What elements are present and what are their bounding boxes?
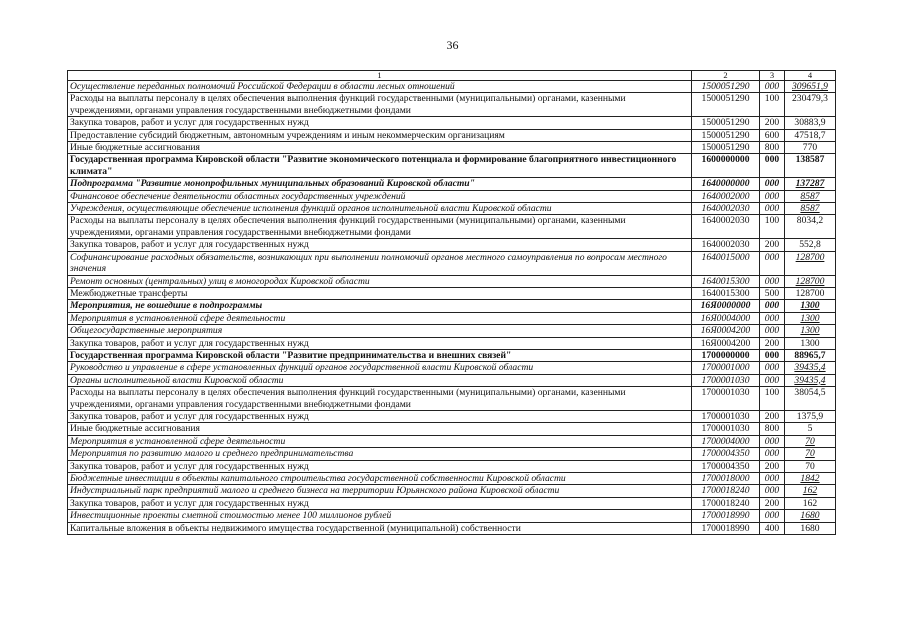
table-row (68, 117, 836, 129)
column-header-kind: 3 (760, 71, 785, 81)
cell-sum: 128700 (785, 251, 836, 275)
cell-sum: 128700 (785, 275, 836, 287)
cell-code: 1700018990 (692, 522, 760, 534)
cell-code: 1640000000 (692, 178, 760, 190)
cell-name: Государственная программа Кировской области "Развитие предпринимательства и внешних связей" (68, 349, 692, 361)
table-row (68, 362, 836, 374)
cell-sum: 70 (785, 460, 836, 472)
cell-name: Государственная программа Кировской области "Развитие экономического потенциала и формирование благоприятного инвестиционного климата" (68, 154, 692, 178)
cell-sum: 230479,3 (785, 93, 836, 117)
cell-name: Расходы на выплаты персоналу в целях обеспечения выполнения функций государственными (муниципальными) органами, казенными учреждениями, органами управления государственными внебюджетными фондами (68, 387, 692, 411)
cell-kind: 000 (760, 251, 785, 275)
cell-code: 1700004350 (692, 460, 760, 472)
cell-sum: 138587 (785, 154, 836, 178)
cell-name: Инвестиционные проекты сметной стоимостью менее 100 миллионов рублей (68, 510, 692, 522)
column-header-sum: 4 (785, 71, 836, 81)
table-row (68, 251, 836, 275)
cell-name: Закупка товаров, работ и услуг для государственных нужд (68, 460, 692, 472)
cell-name: Иные бюджетные ассигнования (68, 423, 692, 435)
cell-sum: 47518,7 (785, 129, 836, 141)
table-row (68, 203, 836, 215)
cell-kind: 000 (760, 473, 785, 485)
cell-name: Бюджетные инвестиции в объекты капитального строительства государственной собственности Кировской области (68, 473, 692, 485)
cell-name: Предоставление субсидий бюджетным, автономным учреждениям и иным некоммерческим организациям (68, 129, 692, 141)
cell-name: Осуществление переданных полномочий Российской Федерации в области лесных отношений (68, 81, 692, 93)
cell-code: 1640002000 (692, 190, 760, 202)
cell-kind: 000 (760, 312, 785, 324)
budget-table (67, 70, 836, 535)
cell-sum: 1680 (785, 510, 836, 522)
cell-kind: 000 (760, 435, 785, 447)
cell-kind: 500 (760, 287, 785, 299)
table-row (68, 325, 836, 337)
table-header-row (68, 71, 836, 81)
cell-code: 1640015300 (692, 287, 760, 299)
cell-name: Индустриальный парк предприятий малого и среднего бизнеса на территории Юрьянского района Кировской области (68, 485, 692, 497)
cell-sum: 128700 (785, 287, 836, 299)
cell-name: Закупка товаров, работ и услуг для государственных нужд (68, 239, 692, 251)
cell-kind: 100 (760, 387, 785, 411)
cell-code: 1700018240 (692, 485, 760, 497)
cell-kind: 100 (760, 93, 785, 117)
cell-code: 1700004350 (692, 448, 760, 460)
cell-name: Расходы на выплаты персоналу в целях обеспечения выполнения функций государственными (муниципальными) органами, казенными учреждениями, органами управления государственными внебюджетными фондами (68, 215, 692, 239)
cell-code: 16Я0000000 (692, 300, 760, 312)
cell-sum: 70 (785, 435, 836, 447)
cell-sum: 1300 (785, 337, 836, 349)
budget-table-body (68, 71, 836, 535)
cell-sum: 162 (785, 497, 836, 509)
cell-sum: 1842 (785, 473, 836, 485)
cell-sum: 8034,2 (785, 215, 836, 239)
table-row (68, 423, 836, 435)
table-row (68, 142, 836, 154)
cell-kind: 200 (760, 410, 785, 422)
cell-sum: 1300 (785, 312, 836, 324)
cell-name: Софинансирование расходных обязательств, возникающих при выполнении полномочий органов местного самоуправления по вопросам местного значения (68, 251, 692, 275)
cell-code: 1700000000 (692, 349, 760, 361)
cell-name: Межбюджетные трансферты (68, 287, 692, 299)
table-row (68, 215, 836, 239)
cell-name: Мероприятия по развитию малого и среднего предпринимательства (68, 448, 692, 460)
cell-code: 1500051290 (692, 129, 760, 141)
cell-code: 1640002030 (692, 239, 760, 251)
table-row (68, 485, 836, 497)
table-row (68, 349, 836, 361)
cell-kind: 000 (760, 448, 785, 460)
table-row (68, 129, 836, 141)
cell-kind: 100 (760, 215, 785, 239)
cell-name: Иные бюджетные ассигнования (68, 142, 692, 154)
cell-code: 1700018240 (692, 497, 760, 509)
cell-name: Закупка товаров, работ и услуг для государственных нужд (68, 337, 692, 349)
cell-code: 1700018990 (692, 510, 760, 522)
cell-kind: 000 (760, 154, 785, 178)
cell-name: Финансовое обеспечение деятельности областных государственных учреждений (68, 190, 692, 202)
table-row (68, 410, 836, 422)
table-row (68, 337, 836, 349)
cell-code: 16Я0004200 (692, 337, 760, 349)
cell-name: Руководство и управление в сфере установленных функций органов государственной власти Кировской области (68, 362, 692, 374)
table-row (68, 435, 836, 447)
table-row (68, 275, 836, 287)
cell-kind: 000 (760, 374, 785, 386)
table-row (68, 460, 836, 472)
table-row (68, 287, 836, 299)
column-header-code: 2 (692, 71, 760, 81)
table-row (68, 473, 836, 485)
table-row (68, 522, 836, 534)
cell-code: 1700001030 (692, 387, 760, 411)
page-number: 36 (446, 38, 459, 52)
cell-kind: 400 (760, 522, 785, 534)
cell-code: 1700018000 (692, 473, 760, 485)
cell-name: Органы исполнительной власти Кировской области (68, 374, 692, 386)
cell-kind: 200 (760, 337, 785, 349)
cell-sum: 8587 (785, 190, 836, 202)
cell-kind: 000 (760, 485, 785, 497)
table-row (68, 374, 836, 386)
column-header-name: 1 (68, 71, 692, 81)
cell-sum: 137287 (785, 178, 836, 190)
cell-sum: 162 (785, 485, 836, 497)
cell-sum: 30883,9 (785, 117, 836, 129)
cell-code: 1640002030 (692, 203, 760, 215)
cell-code: 1700001000 (692, 362, 760, 374)
cell-name: Закупка товаров, работ и услуг для государственных нужд (68, 117, 692, 129)
cell-sum: 70 (785, 448, 836, 460)
cell-kind: 200 (760, 460, 785, 472)
cell-sum: 1300 (785, 300, 836, 312)
table-row (68, 93, 836, 117)
cell-name: Закупка товаров, работ и услуг для государственных нужд (68, 410, 692, 422)
table-row (68, 154, 836, 178)
cell-sum: 39435,4 (785, 362, 836, 374)
cell-kind: 800 (760, 142, 785, 154)
cell-code: 1500051290 (692, 81, 760, 93)
cell-sum: 1375,9 (785, 410, 836, 422)
cell-code: 1500051290 (692, 93, 760, 117)
cell-kind: 600 (760, 129, 785, 141)
table-row (68, 239, 836, 251)
table-row (68, 387, 836, 411)
cell-name: Мероприятия, не вошедшие в подпрограммы (68, 300, 692, 312)
cell-code: 1700001030 (692, 374, 760, 386)
cell-kind: 200 (760, 239, 785, 251)
cell-sum: 770 (785, 142, 836, 154)
cell-name: Капитальные вложения в объекты недвижимого имущества государственной (муниципальной) собственности (68, 522, 692, 534)
cell-kind: 000 (760, 203, 785, 215)
cell-code: 1640015000 (692, 251, 760, 275)
table-row (68, 312, 836, 324)
cell-code: 1640015300 (692, 275, 760, 287)
cell-sum: 88965,7 (785, 349, 836, 361)
table-row (68, 178, 836, 190)
cell-code: 1700001030 (692, 410, 760, 422)
cell-code: 16Я0004000 (692, 312, 760, 324)
cell-kind: 000 (760, 275, 785, 287)
cell-code: 1500051290 (692, 142, 760, 154)
cell-sum: 39435,4 (785, 374, 836, 386)
cell-name: Мероприятия в установленной сфере деятельности (68, 312, 692, 324)
cell-sum: 552,8 (785, 239, 836, 251)
cell-name: Подпрограмма "Развитие монопрофильных муниципальных образований Кировской области" (68, 178, 692, 190)
cell-kind: 000 (760, 178, 785, 190)
cell-sum: 1680 (785, 522, 836, 534)
cell-sum: 309651,9 (785, 81, 836, 93)
cell-sum: 5 (785, 423, 836, 435)
cell-kind: 000 (760, 300, 785, 312)
table-row (68, 190, 836, 202)
cell-code: 1500051290 (692, 117, 760, 129)
cell-sum: 1300 (785, 325, 836, 337)
cell-kind: 000 (760, 81, 785, 93)
cell-kind: 800 (760, 423, 785, 435)
cell-code: 1700001030 (692, 423, 760, 435)
cell-code: 16Я0004200 (692, 325, 760, 337)
table-row (68, 448, 836, 460)
cell-sum: 8587 (785, 203, 836, 215)
cell-code: 1640002030 (692, 215, 760, 239)
cell-kind: 200 (760, 497, 785, 509)
cell-kind: 000 (760, 349, 785, 361)
cell-kind: 000 (760, 325, 785, 337)
cell-name: Учреждения, осуществляющие обеспечение исполнения функций органов исполнительной власти Кировской области (68, 203, 692, 215)
cell-name: Расходы на выплаты персоналу в целях обеспечения выполнения функций государственными (муниципальными) органами, казенными учреждениями, органами управления государственными внебюджетными фондами (68, 93, 692, 117)
cell-name: Мероприятия в установленной сфере деятельности (68, 435, 692, 447)
table-row (68, 300, 836, 312)
cell-kind: 200 (760, 117, 785, 129)
cell-kind: 000 (760, 362, 785, 374)
cell-kind: 000 (760, 510, 785, 522)
cell-code: 1600000000 (692, 154, 760, 178)
cell-sum: 38054,5 (785, 387, 836, 411)
cell-name: Закупка товаров, работ и услуг для государственных нужд (68, 497, 692, 509)
table-row (68, 497, 836, 509)
cell-kind: 000 (760, 190, 785, 202)
cell-name: Ремонт основных (центральных) улиц в моногородах Кировской области (68, 275, 692, 287)
table-row (68, 510, 836, 522)
cell-code: 1700004000 (692, 435, 760, 447)
table-row (68, 81, 836, 93)
cell-name: Общегосударственные мероприятия (68, 325, 692, 337)
